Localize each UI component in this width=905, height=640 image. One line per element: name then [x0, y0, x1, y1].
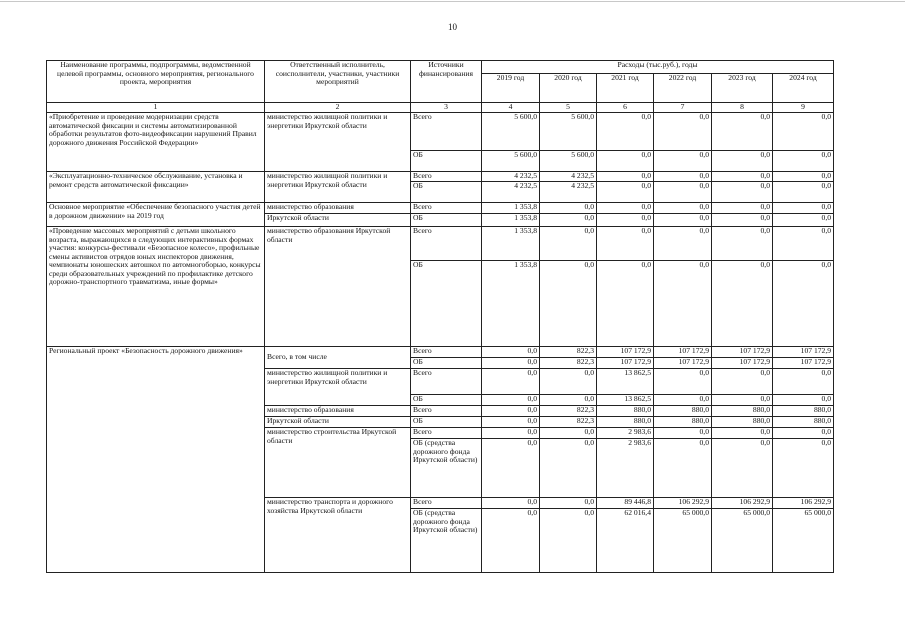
value-cell: 0,0	[540, 203, 597, 214]
value-cell: 0,0	[773, 395, 834, 406]
value-cell: 0,0	[712, 151, 773, 172]
value-cell: 0,0	[597, 182, 654, 203]
value-cell: 62 016,4	[597, 509, 654, 573]
value-cell: 0,0	[773, 439, 834, 498]
funding-source: Всего	[411, 227, 482, 261]
value-cell: 0,0	[540, 369, 597, 395]
value-cell: 880,0	[654, 406, 712, 417]
value-cell: 2 983,6	[597, 428, 654, 439]
scan-artifact-line	[0, 1, 905, 2]
value-cell: 107 172,9	[654, 358, 712, 369]
index-cell: 8	[712, 103, 773, 113]
activity-name: «Приобретение и проведение модернизации средств автоматической фиксации и системы автоматизированной обработки результатов фото-видеофиксации нарушений Правил дорожного движения Российской Федерации»	[47, 113, 265, 172]
value-cell: 0,0	[712, 369, 773, 395]
table-row	[47, 113, 834, 151]
executor: Иркутской области	[265, 417, 411, 428]
value-cell: 0,0	[654, 395, 712, 406]
value-cell: 1 353,8	[482, 227, 540, 261]
funding-source: ОБ (средства дорожного фонда Иркутской области)	[411, 509, 482, 573]
executor: министерство образования	[265, 406, 411, 417]
value-cell: 5 600,0	[540, 113, 597, 151]
year-2020: 2020 год	[540, 74, 597, 103]
value-cell: 0,0	[597, 172, 654, 182]
activity-name: «Эксплуатационно-техническое обслуживание, установка и ремонт средств автоматической фиксации»	[47, 172, 265, 203]
project-name: Региональный проект «Безопасность дорожного движения»	[47, 347, 265, 573]
executor: министерство жилищной политики и энергетики Иркутской области	[265, 172, 411, 203]
funding-source: Всего	[411, 172, 482, 182]
table-row	[47, 203, 834, 214]
value-cell: 0,0	[654, 227, 712, 261]
value-cell: 0,0	[482, 498, 540, 509]
value-cell: 0,0	[712, 428, 773, 439]
header-executor: Ответственный исполнитель, соисполнители, участники, участники мероприятий	[265, 61, 411, 103]
value-cell: 0,0	[654, 439, 712, 498]
value-cell: 822,3	[540, 347, 597, 358]
value-cell: 107 172,9	[712, 358, 773, 369]
value-cell: 0,0	[773, 261, 834, 347]
value-cell: 822,3	[540, 417, 597, 428]
value-cell: 0,0	[597, 113, 654, 151]
value-cell: 0,0	[654, 113, 712, 151]
value-cell: 65 000,0	[654, 509, 712, 573]
value-cell: 0,0	[712, 113, 773, 151]
year-2023: 2023 год	[712, 74, 773, 103]
value-cell: 0,0	[540, 428, 597, 439]
value-cell: 0,0	[773, 172, 834, 182]
value-cell: 89 446,8	[597, 498, 654, 509]
funding-source: Всего	[411, 203, 482, 214]
value-cell: 0,0	[597, 203, 654, 214]
year-2019: 2019 год	[482, 74, 540, 103]
value-cell: 0,0	[540, 439, 597, 498]
value-cell: 65 000,0	[773, 509, 834, 573]
value-cell: 5 600,0	[482, 113, 540, 151]
funding-source: ОБ	[411, 395, 482, 406]
value-cell: 0,0	[773, 428, 834, 439]
executor: министерство образования	[265, 203, 411, 214]
value-cell: 0,0	[540, 498, 597, 509]
value-cell: 0,0	[482, 406, 540, 417]
value-cell: 5 600,0	[482, 151, 540, 172]
value-cell: 106 292,9	[712, 498, 773, 509]
value-cell: 0,0	[482, 395, 540, 406]
value-cell: 106 292,9	[654, 498, 712, 509]
table-row	[47, 227, 834, 261]
value-cell: 107 172,9	[712, 347, 773, 358]
funding-source: ОБ (средства дорожного фонда Иркутской области)	[411, 439, 482, 498]
value-cell: 0,0	[597, 227, 654, 261]
value-cell: 0,0	[712, 395, 773, 406]
funding-source: Всего	[411, 498, 482, 509]
funding-source: Всего	[411, 113, 482, 151]
value-cell: 4 232,5	[482, 182, 540, 203]
value-cell: 0,0	[482, 509, 540, 573]
value-cell: 0,0	[540, 227, 597, 261]
value-cell: 1 353,8	[482, 203, 540, 214]
value-cell: 0,0	[712, 203, 773, 214]
index-cell: 5	[540, 103, 597, 113]
funding-source: ОБ	[411, 358, 482, 369]
value-cell: 2 983,6	[597, 439, 654, 498]
value-cell: 107 172,9	[773, 358, 834, 369]
header-expenses: Расходы (тыс.руб.), годы	[482, 61, 834, 74]
value-cell: 0,0	[597, 214, 654, 227]
value-cell: 4 232,5	[540, 172, 597, 182]
value-cell: 822,3	[540, 406, 597, 417]
value-cell: 0,0	[654, 203, 712, 214]
activity-name: Основное мероприятие «Обеспечение безопасного участия детей в дорожном движении» на 2019 год	[47, 203, 265, 227]
funding-source: Всего	[411, 347, 482, 358]
value-cell: 0,0	[540, 261, 597, 347]
executor: министерство образования Иркутской области	[265, 227, 411, 347]
funding-source: ОБ	[411, 182, 482, 203]
value-cell: 880,0	[597, 417, 654, 428]
value-cell: 0,0	[773, 214, 834, 227]
value-cell: 0,0	[773, 182, 834, 203]
header-name: Наименование программы, подпрограммы, ведомственной целевой программы, основного мероприятия, регионального проекта, мероприятия	[47, 61, 265, 103]
executor: Иркутской области	[265, 214, 411, 227]
value-cell: 0,0	[773, 113, 834, 151]
value-cell: 107 172,9	[654, 347, 712, 358]
index-row	[47, 103, 834, 113]
value-cell: 0,0	[482, 369, 540, 395]
value-cell: 0,0	[654, 214, 712, 227]
value-cell: 880,0	[773, 406, 834, 417]
value-cell: 0,0	[540, 395, 597, 406]
value-cell: 0,0	[654, 369, 712, 395]
header-row	[47, 61, 834, 74]
value-cell: 0,0	[597, 261, 654, 347]
table-row	[47, 347, 834, 358]
value-cell: 0,0	[482, 417, 540, 428]
budget-table	[46, 60, 834, 573]
value-cell: 107 172,9	[597, 358, 654, 369]
value-cell: 880,0	[712, 417, 773, 428]
value-cell: 880,0	[712, 406, 773, 417]
value-cell: 0,0	[482, 347, 540, 358]
funding-source: ОБ	[411, 214, 482, 227]
funding-source: ОБ	[411, 151, 482, 172]
executor: министерство жилищной политики и энергетики Иркутской области	[265, 369, 411, 406]
value-cell: 0,0	[712, 182, 773, 203]
value-cell: 0,0	[654, 172, 712, 182]
funding-source: ОБ	[411, 417, 482, 428]
value-cell: 0,0	[540, 214, 597, 227]
value-cell: 0,0	[773, 369, 834, 395]
value-cell: 0,0	[712, 227, 773, 261]
index-cell: 2	[265, 103, 411, 113]
executor: министерство транспорта и дорожного хозяйства Иркутской области	[265, 498, 411, 573]
value-cell: 65 000,0	[712, 509, 773, 573]
page-number: 10	[448, 22, 457, 32]
value-cell: 0,0	[482, 439, 540, 498]
index-cell: 9	[773, 103, 834, 113]
value-cell: 4 232,5	[540, 182, 597, 203]
value-cell: 880,0	[773, 417, 834, 428]
index-cell: 6	[597, 103, 654, 113]
activity-name: «Проведение массовых мероприятий с детьми школьного возраста, выражающихся в следующих интерактивных формах участия: конкурсы-фестивали «Безопасное колесо», профильные смены активистов отрядов юных инспекторов движения, чемпионаты юношеских автошкол по автомногоборью, конкурсы среди образовательных учреждений по профилактике детского дорожно-транспортного травматизма, иные формы»	[47, 227, 265, 347]
value-cell: 1 353,8	[482, 261, 540, 347]
value-cell: 0,0	[654, 428, 712, 439]
value-cell: 0,0	[773, 151, 834, 172]
value-cell: 1 353,8	[482, 214, 540, 227]
value-cell: 880,0	[654, 417, 712, 428]
header-source: Источники финансирования	[411, 61, 482, 103]
value-cell: 0,0	[597, 151, 654, 172]
value-cell: 0,0	[482, 358, 540, 369]
value-cell: 0,0	[712, 172, 773, 182]
year-2022: 2022 год	[654, 74, 712, 103]
value-cell: 13 862,5	[597, 369, 654, 395]
index-cell: 4	[482, 103, 540, 113]
year-2024: 2024 год	[773, 74, 834, 103]
index-cell: 7	[654, 103, 712, 113]
value-cell: 0,0	[540, 509, 597, 573]
table-row	[47, 172, 834, 182]
value-cell: 0,0	[482, 428, 540, 439]
value-cell: 4 232,5	[482, 172, 540, 182]
value-cell: 0,0	[712, 214, 773, 227]
value-cell: 13 862,5	[597, 395, 654, 406]
value-cell: 0,0	[712, 261, 773, 347]
executor: министерство строительства Иркутской области	[265, 428, 411, 498]
value-cell: 0,0	[654, 261, 712, 347]
funding-source: Всего	[411, 428, 482, 439]
value-cell: 106 292,9	[773, 498, 834, 509]
value-cell: 107 172,9	[773, 347, 834, 358]
executor: министерство жилищной политики и энергетики Иркутской области	[265, 113, 411, 172]
index-cell: 3	[411, 103, 482, 113]
value-cell: 5 600,0	[540, 151, 597, 172]
value-cell: 107 172,9	[597, 347, 654, 358]
value-cell: 0,0	[712, 439, 773, 498]
value-cell: 0,0	[654, 182, 712, 203]
funding-source: ОБ	[411, 261, 482, 347]
funding-source: Всего	[411, 406, 482, 417]
year-2021: 2021 год	[597, 74, 654, 103]
value-cell: 822,3	[540, 358, 597, 369]
value-cell: 0,0	[654, 151, 712, 172]
value-cell: 880,0	[597, 406, 654, 417]
executor: Всего, в том числе	[265, 347, 411, 369]
funding-source: Всего	[411, 369, 482, 395]
value-cell: 0,0	[773, 227, 834, 261]
index-cell: 1	[47, 103, 265, 113]
value-cell: 0,0	[773, 203, 834, 214]
